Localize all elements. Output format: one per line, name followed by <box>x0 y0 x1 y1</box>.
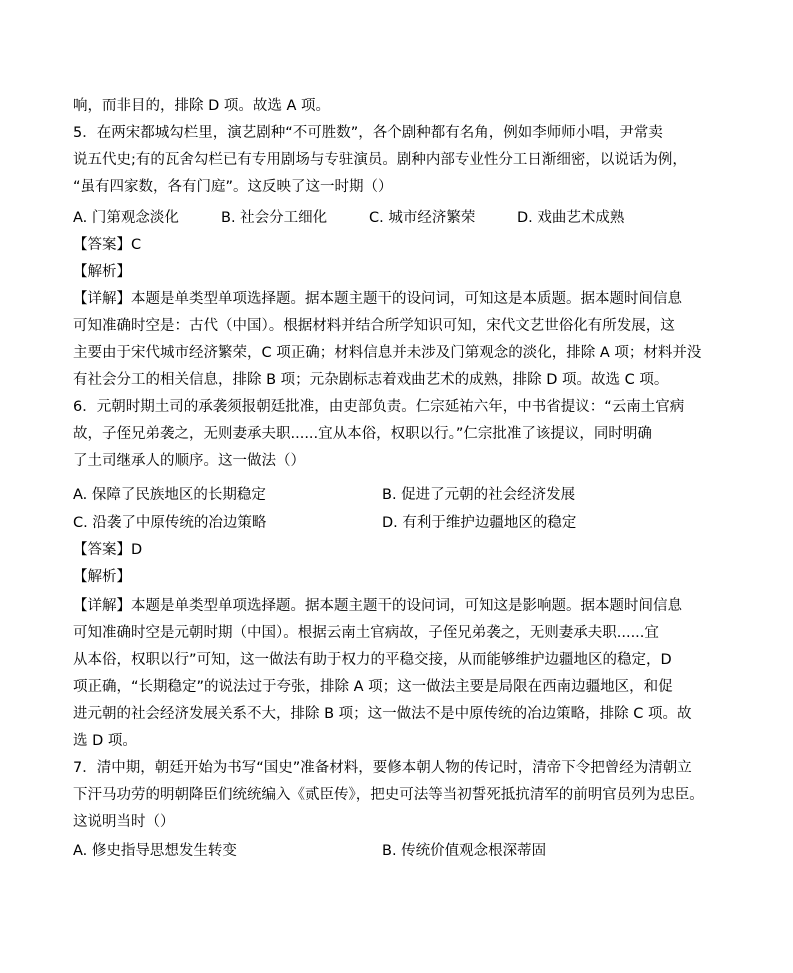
q6-stem-line-3: 了土司继承人的顺序。这一做法（） <box>73 453 305 469</box>
q5-option-b: B. 社会分工细化 <box>221 210 328 226</box>
q5-answer: 【答案】C <box>73 237 142 253</box>
q5-option-d: D. 戏曲艺术成熟 <box>517 210 625 226</box>
q4-analysis-tail: 响，而非目的，排除 D 项。故选 A 项。 <box>73 98 331 114</box>
q6-analysis-heading: 【解析】 <box>73 569 131 585</box>
q6-detail-line-1: 【详解】本题是单类型单项选择题。据本题主题干的设问词，可知这是影响题。据本题时间信息 <box>73 598 682 614</box>
q5-analysis-heading: 【解析】 <box>73 264 131 280</box>
q5-detail-line-4: 有社会分工的相关信息，排除 B 项；元杂剧标志着戏曲艺术的成熟，排除 D 项。故选 C 项。 <box>73 372 669 388</box>
q5-stem-line-1: 5．在两宋都城勾栏里，演艺剧种“不可胜数”，各个剧种都有名角，例如李师师小唱，尹常卖 <box>73 125 663 141</box>
q6-detail-line-3: 从本俗，权职以行”可知，这一做法有助于权力的平稳交接，从而能够维护边疆地区的稳定，D <box>73 652 672 668</box>
q6-detail-line-5: 进元朝的社会经济发展关系不大，排除 B 项；这一做法不是中原传统的冶边策略，排除 C 项。故 <box>73 706 692 722</box>
q5-detail-line-2: 可知准确时空是：古代（中国）。根据材料并结合所学知识可知，宋代文艺世俗化有所发展，这 <box>73 318 675 334</box>
q6-answer: 【答案】D <box>73 542 143 558</box>
q6-stem-line-2: 故，子侄兄弟袭之，无则妻承夫职......宜从本俗，权职以行。”仁宗批准了该提议，同时明确 <box>73 426 652 442</box>
q6-option-c: C. 沿袭了中原传统的冶边策略 <box>73 515 267 531</box>
q6-detail-line-2: 可知准确时空是元朝时期（中国）。根据云南土官病故，子侄兄弟袭之，无则妻承夫职......宜 <box>73 625 659 641</box>
q5-detail-line-1: 【详解】本题是单类型单项选择题。据本题主题干的设问词，可知这是本质题。据本题时间信息 <box>73 291 682 307</box>
q5-stem-line-2: 说五代史;有的瓦舍勾栏已有专用剧场与专驻演员。剧种内部专业性分工日渐细密，以说话为例， <box>73 152 687 168</box>
q7-stem-line-1: 7．清中期，朝廷开始为书写“国史”准备材料，要修本朝人物的传记时，清帝下令把曾经为清朝立 <box>73 760 692 776</box>
q7-option-b: B. 传统价值观念根深蒂固 <box>382 843 547 859</box>
q7-option-a: A. 修史指导思想发生转变 <box>73 843 237 859</box>
q6-option-b: B. 促进了元朝的社会经济发展 <box>382 487 576 503</box>
q7-stem-line-3: 这说明当时（） <box>73 814 175 830</box>
q5-stem-line-3: “虽有四家数，各有门庭”。这反映了这一时期（） <box>73 179 393 195</box>
q6-stem-line-1: 6．元朝时期土司的承袭须报朝廷批准，由吏部负责。仁宗延祐六年，中书省提议：“云南土官病 <box>73 399 685 415</box>
q6-detail-line-4: 项正确，“长期稳定”的说法过于夸张，排除 A 项；这一做法主要是局限在西南边疆地区，和促 <box>73 679 673 695</box>
q5-option-a: A. 门第观念淡化 <box>73 210 179 226</box>
q5-option-c: C. 城市经济繁荣 <box>369 210 476 226</box>
q7-stem-line-2: 下汗马功劳的明朝降臣们统统编入《贰臣传》，把史可法等当初誓死抵抗清军的前明官员列为忠臣。 <box>73 787 704 803</box>
q6-option-a: A. 保障了民族地区的长期稳定 <box>73 487 266 503</box>
q6-detail-line-6: 选 D 项。 <box>73 733 137 749</box>
q6-option-d: D. 有利于维护边疆地区的稳定 <box>382 515 577 531</box>
q5-detail-line-3: 主要由于宋代城市经济繁荣，C 项正确；材料信息并未涉及门第观念的淡化，排除 A 项；材料并没 <box>73 345 702 361</box>
